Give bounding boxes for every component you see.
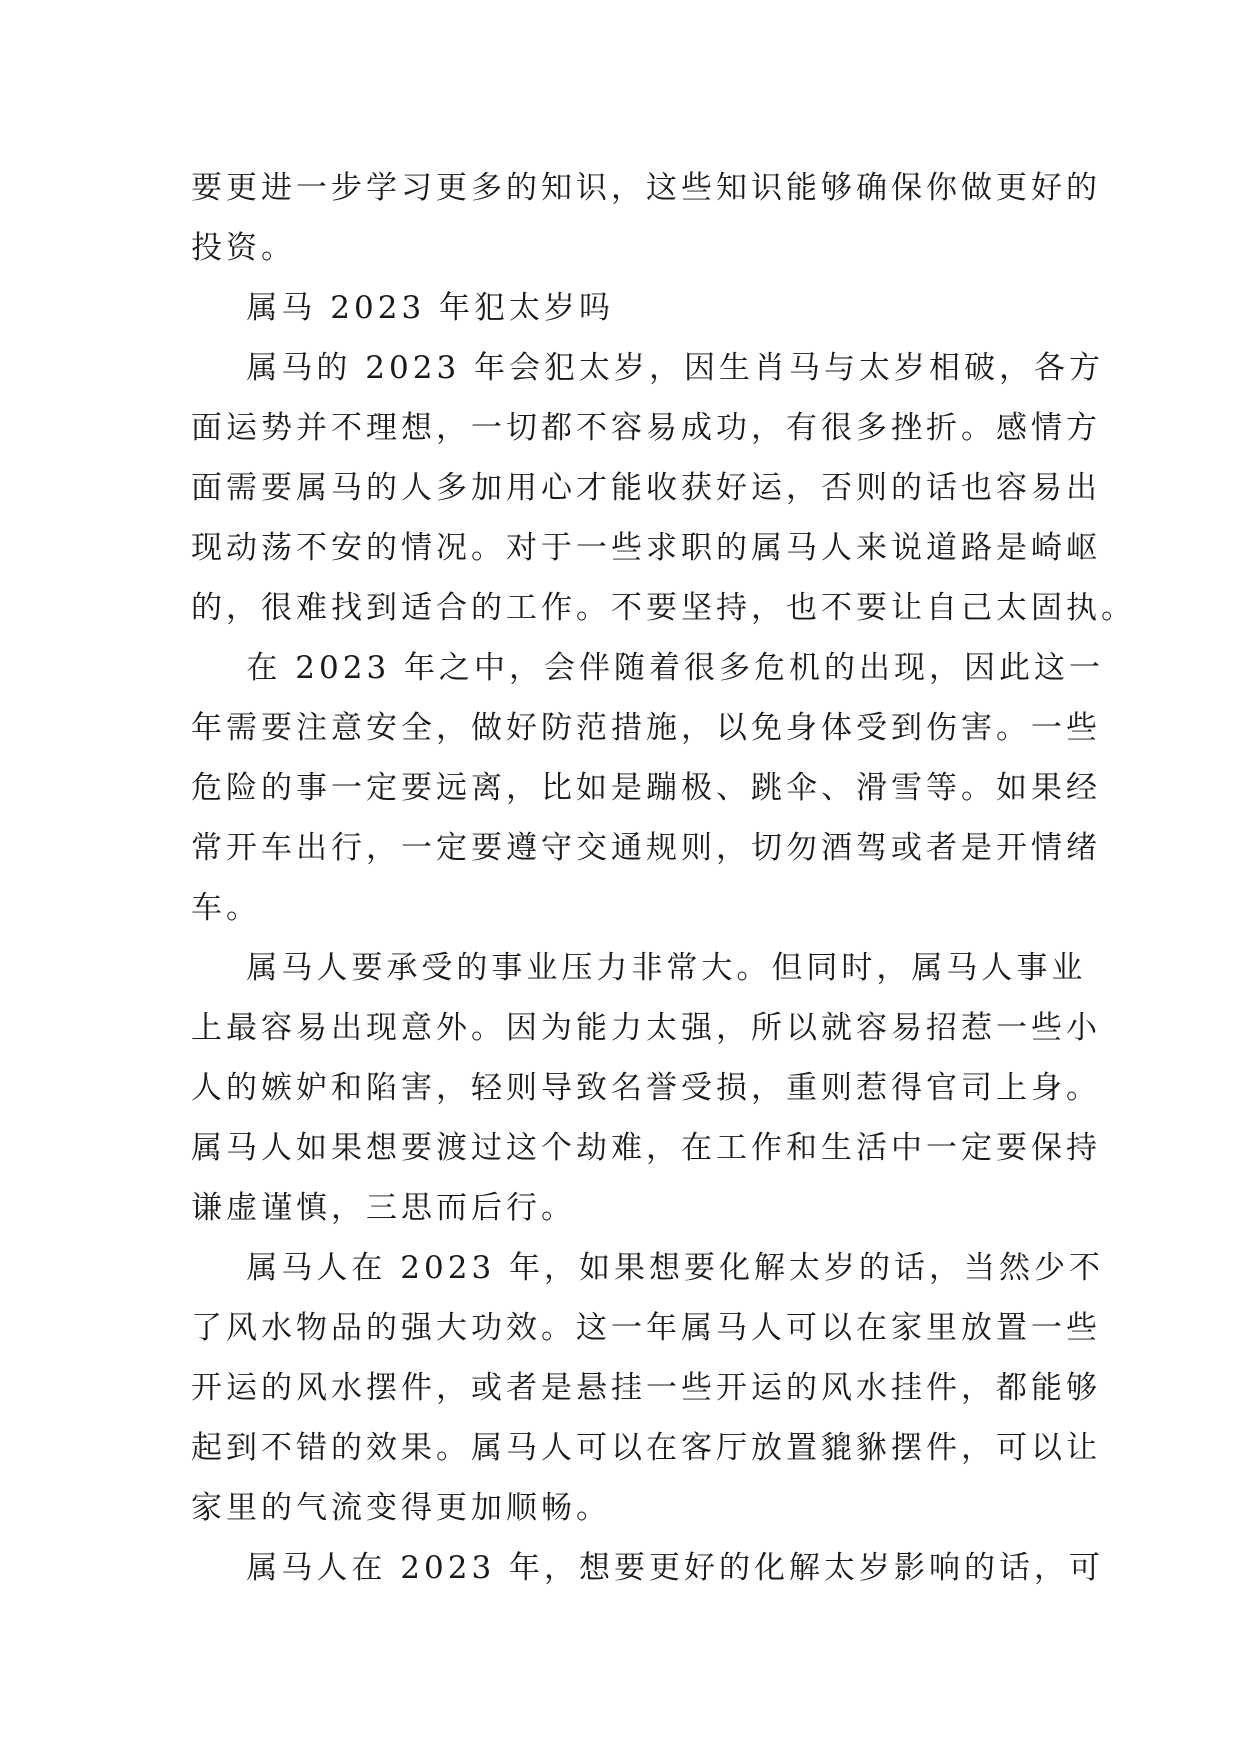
text-line: 面需要属马的人多加用心才能收获好运，否则的话也容易出 bbox=[191, 470, 1101, 506]
text-line: 了风水物品的强大功效。这一年属马人可以在家里放置一些 bbox=[191, 1310, 1101, 1346]
text-line: 属马的 2023 年会犯太岁，因生肖马与太岁相破，各方 bbox=[191, 350, 1105, 386]
section-heading: 属马 2023 年犯太岁吗 bbox=[191, 290, 615, 326]
body-text bbox=[191, 158, 1136, 1598]
text-line: 常开车出行，一定要遵守交通规则，切勿酒驾或者是开情绪 bbox=[191, 830, 1101, 866]
text-line: 属马人如果想要渡过这个劫难，在工作和生活中一定要保持 bbox=[191, 1130, 1101, 1166]
text-line: 要更进一步学习更多的知识，这些知识能够确保你做更好的 bbox=[191, 170, 1101, 206]
text-line: 车。 bbox=[191, 890, 261, 926]
text-line: 开运的风水摆件，或者是悬挂一些开运的风水挂件，都能够 bbox=[191, 1370, 1101, 1406]
text-line: 危险的事一定要远离，比如是蹦极、跳伞、滑雪等。如果经 bbox=[191, 770, 1101, 806]
text-line: 现动荡不安的情况。对于一些求职的属马人来说道路是崎岖 bbox=[191, 530, 1101, 566]
text-line: 家里的气流变得更加顺畅。 bbox=[191, 1490, 611, 1526]
text-line: 属马人要承受的事业压力非常大。但同时，属马人事业 bbox=[191, 950, 1087, 986]
text-line: 属马人在 2023 年，想要更好的化解太岁影响的话，可 bbox=[191, 1550, 1105, 1586]
text-line: 年需要注意安全，做好防范措施，以免身体受到伤害。一些 bbox=[191, 710, 1101, 746]
text-line: 人的嫉妒和陷害，轻则导致名誉受损，重则惹得官司上身。 bbox=[191, 1070, 1101, 1106]
text-line: 属马人在 2023 年，如果想要化解太岁的话，当然少不 bbox=[191, 1250, 1105, 1286]
text-line: 谦虚谨慎，三思而后行。 bbox=[191, 1190, 576, 1226]
text-line: 在 2023 年之中，会伴随着很多危机的出现，因此这一 bbox=[191, 650, 1105, 686]
text-line: 起到不错的效果。属马人可以在客厅放置貔貅摆件，可以让 bbox=[191, 1430, 1101, 1466]
text-line: 的，很难找到适合的工作。不要坚持，也不要让自己太固执。 bbox=[191, 590, 1136, 626]
text-line: 上最容易出现意外。因为能力太强，所以就容易招惹一些小 bbox=[191, 1010, 1101, 1046]
text-line: 面运势并不理想，一切都不容易成功，有很多挫折。感情方 bbox=[191, 410, 1101, 446]
text-line: 投资。 bbox=[191, 230, 296, 266]
